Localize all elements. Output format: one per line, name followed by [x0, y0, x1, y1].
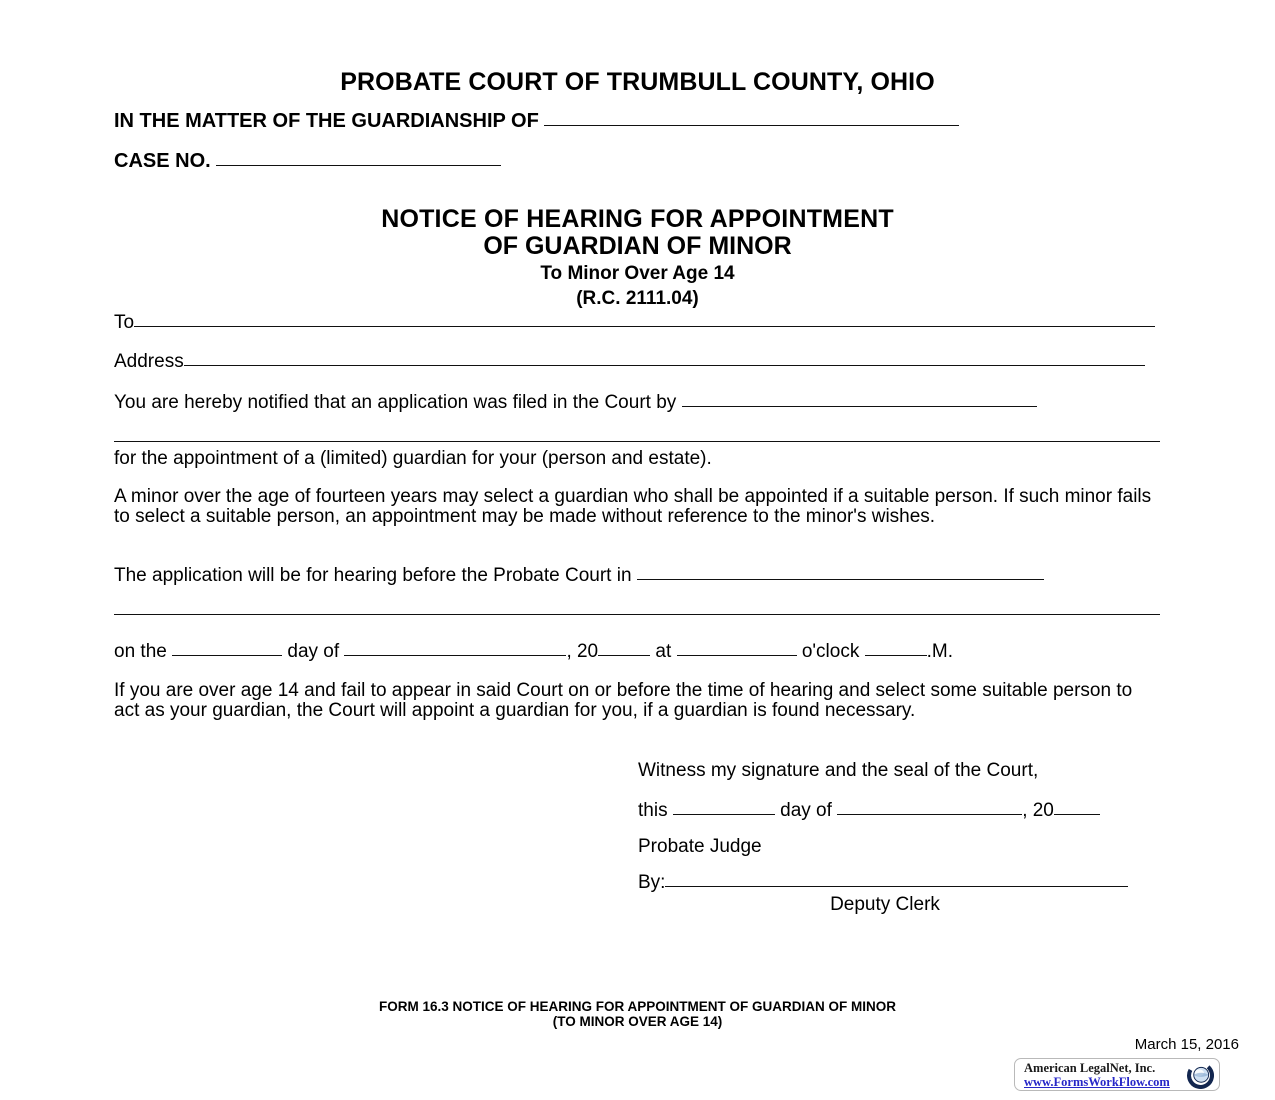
legalnet-company-name: American LegalNet, Inc. [1024, 1061, 1156, 1075]
signature-day-blank[interactable] [673, 800, 775, 815]
hearing-year-prefix: , 20 [566, 641, 599, 662]
guardianship-matter-label: IN THE MATTER OF THE GUARDIANSHIP OF [114, 110, 539, 132]
deputy-clerk-signature-blank[interactable] [665, 872, 1128, 887]
to-label: To [114, 312, 135, 333]
failure-to-appear-paragraph: If you are over age 14 and fail to appear in said Court on or before the time of hearing and select some suitable person to act as your guardian, the Court will appoint a guardian for you, if a guardian is found necessary. [114, 680, 1133, 721]
hearing-year-blank[interactable] [598, 641, 650, 656]
document-title-block [0, 205, 1275, 310]
minor-selection-paragraph: A minor over the age of fourteen years may select a guardian who shall be appointed if a suitable person. If such minor fails to select a suitable person, an appointment may be made without reference to the minor's wishes. [114, 486, 1152, 527]
document-title-line2: OF GUARDIAN OF MINOR [483, 232, 792, 260]
address-blank[interactable] [184, 351, 1145, 366]
court-title: PROBATE COURT OF TRUMBULL COUNTY, OHIO [340, 68, 935, 96]
guardianship-matter-line [114, 110, 959, 133]
form-footer-line1: FORM 16.3 NOTICE OF HEARING FOR APPOINTMENT OF GUARDIAN OF MINOR [378, 999, 896, 1014]
witness-statement: Witness my signature and the seal of the Court, [638, 760, 1039, 781]
signature-month-blank[interactable] [837, 800, 1022, 815]
hearing-location-row [114, 565, 1044, 587]
guardianship-matter-blank[interactable] [544, 111, 959, 126]
on-the-label: on the [114, 641, 167, 662]
day-of-label: day of [287, 641, 340, 662]
american-legalnet-badge[interactable] [1014, 1058, 1220, 1091]
signature-year-prefix: , 20 [1022, 800, 1054, 821]
globe-icon [1187, 1062, 1214, 1089]
document-subtitle: To Minor Over Age 14 [540, 263, 735, 284]
probate-judge-label: Probate Judge [638, 836, 762, 857]
hearing-meridiem-blank[interactable] [865, 641, 927, 656]
to-blank[interactable] [134, 312, 1155, 327]
signature-date-row [638, 800, 1100, 822]
case-number-line [114, 150, 501, 173]
case-number-label: CASE NO. [114, 150, 211, 172]
legalnet-website-link[interactable]: www.FormsWorkFlow.com [1024, 1075, 1170, 1089]
oclock-label: o'clock [801, 641, 860, 662]
hearing-month-blank[interactable] [344, 641, 566, 656]
to-field-row [114, 312, 1155, 334]
hearing-day-blank[interactable] [172, 641, 282, 656]
address-field-row [114, 351, 1145, 373]
applicant-name-blank[interactable] [682, 392, 1037, 407]
deputy-clerk-label: Deputy Clerk [830, 894, 940, 915]
by-signature-row [638, 872, 1128, 894]
meridiem-suffix: .M. [926, 641, 953, 662]
hearing-time-blank[interactable] [677, 641, 797, 656]
application-filed-text: You are hereby notified that an application was filed in the Court by [114, 392, 677, 413]
signature-this-label: this [638, 800, 668, 821]
applicant-name-continuation-rule[interactable] [114, 441, 1160, 442]
address-label: Address [114, 351, 184, 372]
signature-year-blank[interactable] [1054, 800, 1100, 815]
application-filed-row [114, 392, 1037, 414]
signature-block [638, 760, 1054, 915]
case-number-blank[interactable] [216, 151, 501, 166]
appointment-purpose-text: for the appointment of a (limited) guardian for your (person and estate). [114, 448, 712, 469]
hearing-location-continuation-rule[interactable] [114, 614, 1160, 615]
form-identification-footer [0, 999, 1275, 1029]
statute-reference: (R.C. 2111.04) [576, 288, 699, 309]
form-footer-line2: (TO MINOR OVER AGE 14) [552, 1014, 723, 1029]
signature-day-of-label: day of [780, 800, 832, 821]
document-title-line1: NOTICE OF HEARING FOR APPOINTMENT [381, 205, 894, 233]
by-label: By: [638, 872, 666, 893]
at-label: at [655, 641, 672, 662]
hearing-location-blank[interactable] [637, 565, 1044, 580]
hearing-location-text: The application will be for hearing before the Probate Court in [114, 565, 632, 586]
revision-date: March 15, 2016 [1134, 1036, 1239, 1053]
hearing-datetime-row [114, 641, 953, 663]
